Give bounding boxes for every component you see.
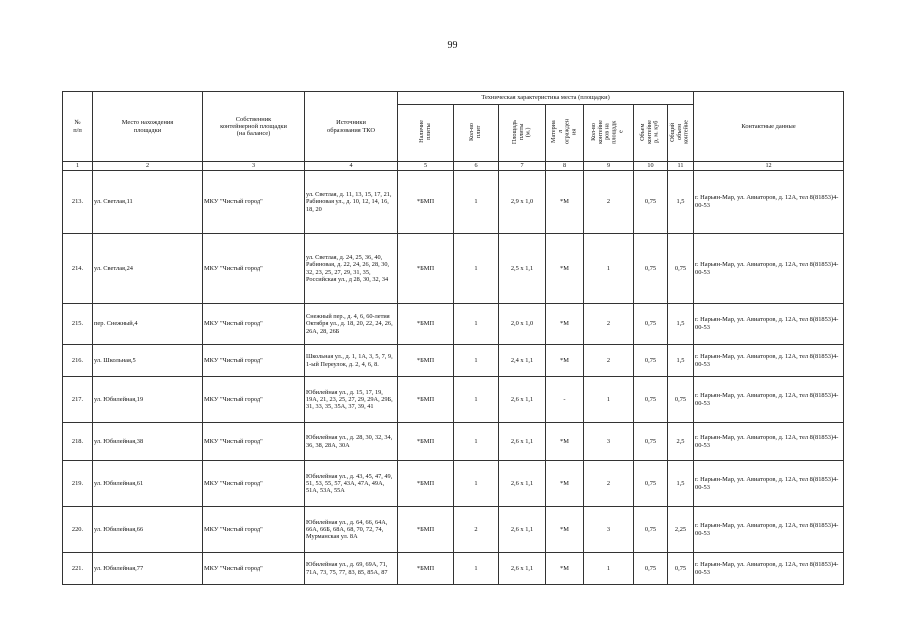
table-row [63,507,844,553]
fence-material-cell: *М [546,461,584,507]
container-count-cell: 3 [584,507,634,553]
header-slabs-presence: Наличие плиты [398,105,454,162]
container-sites-table [62,91,844,585]
row-number: 215. [63,304,93,345]
location-cell: ул. Юбилейная,61 [93,461,203,507]
total-volume-cell: 2,5 [668,423,694,461]
column-number: 6 [454,162,499,171]
slab-presence-cell: *БМП [398,171,454,234]
container-volume-cell: 0,75 [634,423,668,461]
slab-area-cell: 2,5 х 1,1 [499,234,546,304]
location-cell: пер. Снежный,4 [93,304,203,345]
slab-count-cell: 2 [454,507,499,553]
container-count-cell: 2 [584,171,634,234]
header-tech-group: Техническая характеристика места (площадки) [398,92,694,105]
total-volume-cell: 1,5 [668,345,694,377]
table-row [63,234,844,304]
column-number: 10 [634,162,668,171]
slab-area-cell: 2,6 х 1,1 [499,553,546,585]
sources-cell: Юбилейная ул., д. 64, 66, 64А, 66А, 66Б, 68А, 68, 70, 72, 74, Мурманская ул. 8А [305,507,398,553]
sources-cell: Юбилейная ул., д. 69, 69А, 71, 71А, 73, 75, 77, 83, 85, 85А, 87 [305,553,398,585]
table-row [63,345,844,377]
fence-material-cell: *М [546,234,584,304]
slab-count-cell: 1 [454,553,499,585]
container-volume-cell: 0,75 [634,377,668,423]
header-total-volume: Общий объем контейне [668,105,694,162]
container-volume-cell: 0,75 [634,553,668,585]
row-number: 220. [63,507,93,553]
owner-cell: МКУ "Чистый город" [203,377,305,423]
table-row [63,171,844,234]
row-number: 218. [63,423,93,461]
total-volume-cell: 2,25 [668,507,694,553]
container-volume-cell: 0,75 [634,345,668,377]
header-slab-count: Кол-во плит [454,105,499,162]
contact-cell: г. Нарьян-Мар, ул. Авиаторов, д. 12А, тел 8(81853)4-00-53 [694,461,844,507]
slab-presence-cell: *БМП [398,423,454,461]
total-volume-cell: 1,5 [668,171,694,234]
table-row [63,423,844,461]
total-volume-cell: 0,75 [668,234,694,304]
total-volume-cell: 1,5 [668,461,694,507]
slab-presence-cell: *БМП [398,345,454,377]
slab-presence-cell: *БМП [398,377,454,423]
sources-cell: ул. Светлая, д. 11, 13, 15, 17, 21, Рабиновая ул., д. 10, 12, 14, 16, 18, 20 [305,171,398,234]
container-volume-cell: 0,75 [634,304,668,345]
container-count-cell: 1 [584,234,634,304]
container-count-cell: 2 [584,461,634,507]
fence-material-cell: *М [546,553,584,585]
slab-area-cell: 2,6 х 1,1 [499,423,546,461]
container-volume-cell: 0,75 [634,171,668,234]
row-number: 214. [63,234,93,304]
header-no: № п/п [63,92,93,162]
fence-material-cell: *М [546,345,584,377]
slab-area-cell: 2,6 х 1,1 [499,377,546,423]
total-volume-cell: 1,5 [668,304,694,345]
column-number: 1 [63,162,93,171]
row-number: 221. [63,553,93,585]
owner-cell: МКУ "Чистый город" [203,507,305,553]
slab-count-cell: 1 [454,423,499,461]
fence-material-cell: *М [546,171,584,234]
sources-cell: Юбилейная ул., д. 15, 17, 19, 19А, 21, 23, 25, 27, 29, 29А, 29Б, 31, 33, 35, 35А, 37, 39, 41 [305,377,398,423]
location-cell: ул. Школьная,5 [93,345,203,377]
row-number: 213. [63,171,93,234]
container-count-cell: 3 [584,423,634,461]
slab-presence-cell: *БМП [398,304,454,345]
header-container-volume: Объем контейне р, м. куб [634,105,668,162]
sources-cell: ул. Светлая, д. 24, 25, 36, 40, Рабиновая, д. 22, 24, 26, 28, 30, 32, 23, 25, 27, 29, 31, 35, Российская ул., д 28, 30, 32, 34 [305,234,398,304]
sources-cell: Юбилейная ул., д. 43, 45, 47, 49, 51, 53, 55, 57, 43А, 47А, 49А, 51А, 53А, 55А [305,461,398,507]
contact-cell: г. Нарьян-Мар, ул. Авиаторов, д. 12А, тел 8(81853)4-00-53 [694,234,844,304]
slab-count-cell: 1 [454,377,499,423]
sources-cell: Юбилейная ул., д. 28, 30, 32, 34, 36, 38, 28А, 30А [305,423,398,461]
row-number: 216. [63,345,93,377]
location-cell: ул. Светлая,24 [93,234,203,304]
container-count-cell: 1 [584,377,634,423]
column-number: 3 [203,162,305,171]
fence-material-cell: *М [546,507,584,553]
contact-cell: г. Нарьян-Мар, ул. Авиаторов, д. 12А, тел 8(81853)4-00-53 [694,507,844,553]
slab-presence-cell: *БМП [398,507,454,553]
total-volume-cell: 0,75 [668,553,694,585]
slab-area-cell: 2,6 х 1,1 [499,507,546,553]
total-volume-cell: 0,75 [668,377,694,423]
table-row [63,461,844,507]
column-number: 9 [584,162,634,171]
header-fence-material: Материа л огражден ия [546,105,584,162]
contact-cell: г. Нарьян-Мар, ул. Авиаторов, д. 12А, тел 8(81853)4-00-53 [694,553,844,585]
column-number: 2 [93,162,203,171]
column-number: 8 [546,162,584,171]
owner-cell: МКУ "Чистый город" [203,304,305,345]
container-volume-cell: 0,75 [634,507,668,553]
owner-cell: МКУ "Чистый город" [203,234,305,304]
container-volume-cell: 0,75 [634,461,668,507]
header-contacts: Контактные данные [694,92,844,162]
location-cell: ул. Юбилейная,77 [93,553,203,585]
header-location: Место нахождения площадки [93,92,203,162]
slab-area-cell: 2,9 х 1,0 [499,171,546,234]
location-cell: ул. Светлая,11 [93,171,203,234]
container-volume-cell: 0,75 [634,234,668,304]
location-cell: ул. Юбилейная,38 [93,423,203,461]
owner-cell: МКУ "Чистый город" [203,553,305,585]
column-number: 4 [305,162,398,171]
column-number: 7 [499,162,546,171]
header-owner: Собственник контейнерной площадки (на балансе) [203,92,305,162]
row-number: 219. [63,461,93,507]
owner-cell: МКУ "Чистый город" [203,461,305,507]
sources-cell: Школьная ул., д. 1, 1А, 3, 5, 7, 9, 1-ый Переулок, д. 2, 4, 6, 8. [305,345,398,377]
header-row-1 [63,92,844,105]
slab-presence-cell: *БМП [398,234,454,304]
header-slab-area: Площадь плиты (м.) [499,105,546,162]
page-number: 99 [447,40,458,51]
column-number: 5 [398,162,454,171]
owner-cell: МКУ "Чистый город" [203,423,305,461]
fence-material-cell: - [546,377,584,423]
slab-count-cell: 1 [454,304,499,345]
slab-count-cell: 1 [454,345,499,377]
sources-cell: Снежный пер., д. 4, 6, 60-летия Октября ул., д. 18, 20, 22, 24, 26, 26А, 28, 26Б [305,304,398,345]
contact-cell: г. Нарьян-Мар, ул. Авиаторов, д. 12А, тел 8(81853)4-00-53 [694,423,844,461]
slab-count-cell: 1 [454,234,499,304]
owner-cell: МКУ "Чистый город" [203,171,305,234]
fence-material-cell: *М [546,304,584,345]
slab-count-cell: 1 [454,461,499,507]
container-count-cell: 1 [584,553,634,585]
location-cell: ул. Юбилейная,19 [93,377,203,423]
contact-cell: г. Нарьян-Мар, ул. Авиаторов, д. 12А, тел 8(81853)4-00-53 [694,171,844,234]
header-sources: Источники образования ТКО [305,92,398,162]
slab-area-cell: 2,4 х 1,1 [499,345,546,377]
table-row [63,304,844,345]
location-cell: ул. Юбилейная,66 [93,507,203,553]
slab-area-cell: 2,6 х 1,1 [499,461,546,507]
container-count-cell: 2 [584,304,634,345]
row-number: 217. [63,377,93,423]
contact-cell: г. Нарьян-Мар, ул. Авиаторов, д. 12А, тел 8(81853)4-00-53 [694,345,844,377]
table-row [63,553,844,585]
container-count-cell: 2 [584,345,634,377]
slab-area-cell: 2,0 х 1,0 [499,304,546,345]
fence-material-cell: *М [546,423,584,461]
table-row [63,377,844,423]
column-number: 11 [668,162,694,171]
column-number: 12 [694,162,844,171]
slab-presence-cell: *БМП [398,553,454,585]
column-number-row [63,162,844,171]
slab-count-cell: 1 [454,171,499,234]
header-container-count: Кол-во контейне ров на площадк е [584,105,634,162]
owner-cell: МКУ "Чистый город" [203,345,305,377]
slab-presence-cell: *БМП [398,461,454,507]
contact-cell: г. Нарьян-Мар, ул. Авиаторов, д. 12А, тел 8(81853)4-00-53 [694,377,844,423]
contact-cell: г. Нарьян-Мар, ул. Авиаторов, д. 12А, тел 8(81853)4-00-53 [694,304,844,345]
